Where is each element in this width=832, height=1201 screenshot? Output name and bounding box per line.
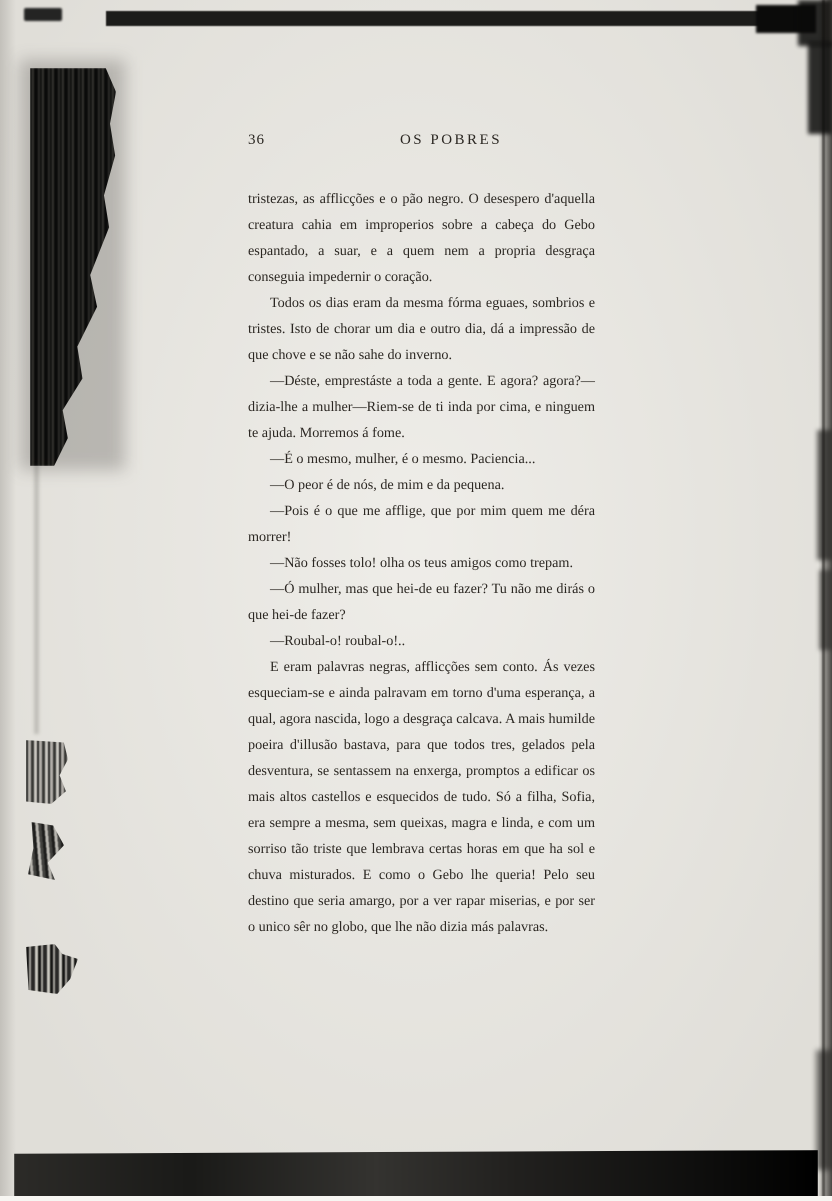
paragraph-dialogue: —O peor é de nós, de mim e da pequena. [270, 477, 505, 493]
scan-smudge-top-left [24, 8, 62, 21]
scan-edge-shadow-right [818, 0, 832, 1201]
scan-blob-right-2 [817, 430, 832, 560]
page-number: 36 [248, 132, 265, 148]
scan-bar-bottom [14, 1150, 818, 1197]
paragraph: Todos os dias eram da mesma fórma eguaes, sombrios e tristes. Isto de chorar um dia e outro dia, dá a impressão de que chove e se não sahe do inverno. [248, 295, 595, 363]
scan-streak-left [30, 68, 116, 466]
scan-smudge-left-middle [28, 822, 64, 880]
scan-smudge-left-upper [26, 740, 68, 804]
scan-edge-shadow-left [0, 0, 16, 1201]
scan-blob-right-4 [816, 1050, 832, 1170]
paragraph: E eram palavras negras, afflicções sem conto. Ás vezes esqueciam-se e ainda palravam em torno d'uma esperança, a qual, agora nascida, logo a desgraça calcava. A mais humilde poeira d'illusão bastava, para que todos tres, gelados pela desventura, se sentassem na enxerga, promptos a edificar os mais altos castellos e esquecidos de tudo. Só a filha, Sofia, era sempre a mesma, sem queixas, magra e linda, e com um sorriso tão triste que lembrava certas horas em que ha sol e chuva misturados. E como o Gebo lhe queria! Pelo seu destino que seria amargo, por a ver rapar miserias, e por ser o unico sêr no globo, que lhe não dizia más palavras. [248, 659, 595, 935]
scan-smudge-left-lower [26, 944, 78, 994]
paragraph-dialogue: —Ó mulher, mas que hei-de eu fazer? Tu não me dirás o que hei-de fazer? [248, 581, 595, 623]
running-head [248, 130, 594, 152]
scan-blob-right-1 [808, 42, 832, 134]
scan-streak-halo-left [20, 60, 125, 470]
scan-blob-right-3 [819, 570, 832, 650]
paragraph: tristezas, as afflicções e o pão negro. O desespero d'aquella creatura cahia em improperios sobre a cabeça do Gebo espantado, a suar, e a quem nem a propria desgraça conseguia impedernir o coração. [248, 191, 595, 285]
scan-bottom-white-edge [0, 1196, 832, 1201]
scan-bar-top [106, 11, 796, 26]
scan-bar-top-right [756, 5, 816, 33]
paragraph-dialogue: —Não fosses tolo! olha os teus amigos como trepam. [270, 555, 574, 571]
running-title: OS POBRES [399, 132, 503, 148]
body-text-column [248, 186, 595, 940]
scan-edge-line-right [822, 0, 825, 1201]
paragraph-dialogue: —Pois é o que me afflige, que por mim quem me déra morrer! [248, 503, 595, 545]
paragraph-dialogue: —Roubal-o! roubal-o!.. [270, 633, 406, 649]
scan-corner-top-right [798, 0, 832, 46]
scan-streak-tail-left [34, 464, 39, 734]
paragraph-dialogue: —Déste, emprestáste a toda a gente. E agora? agora?—dizia-lhe a mulher—Riem-se de ti inda por cima, e ninguem te ajuda. Morremos á fome. [248, 373, 595, 441]
paragraph-dialogue: —É o mesmo, mulher, é o mesmo. Paciencia... [270, 451, 536, 467]
